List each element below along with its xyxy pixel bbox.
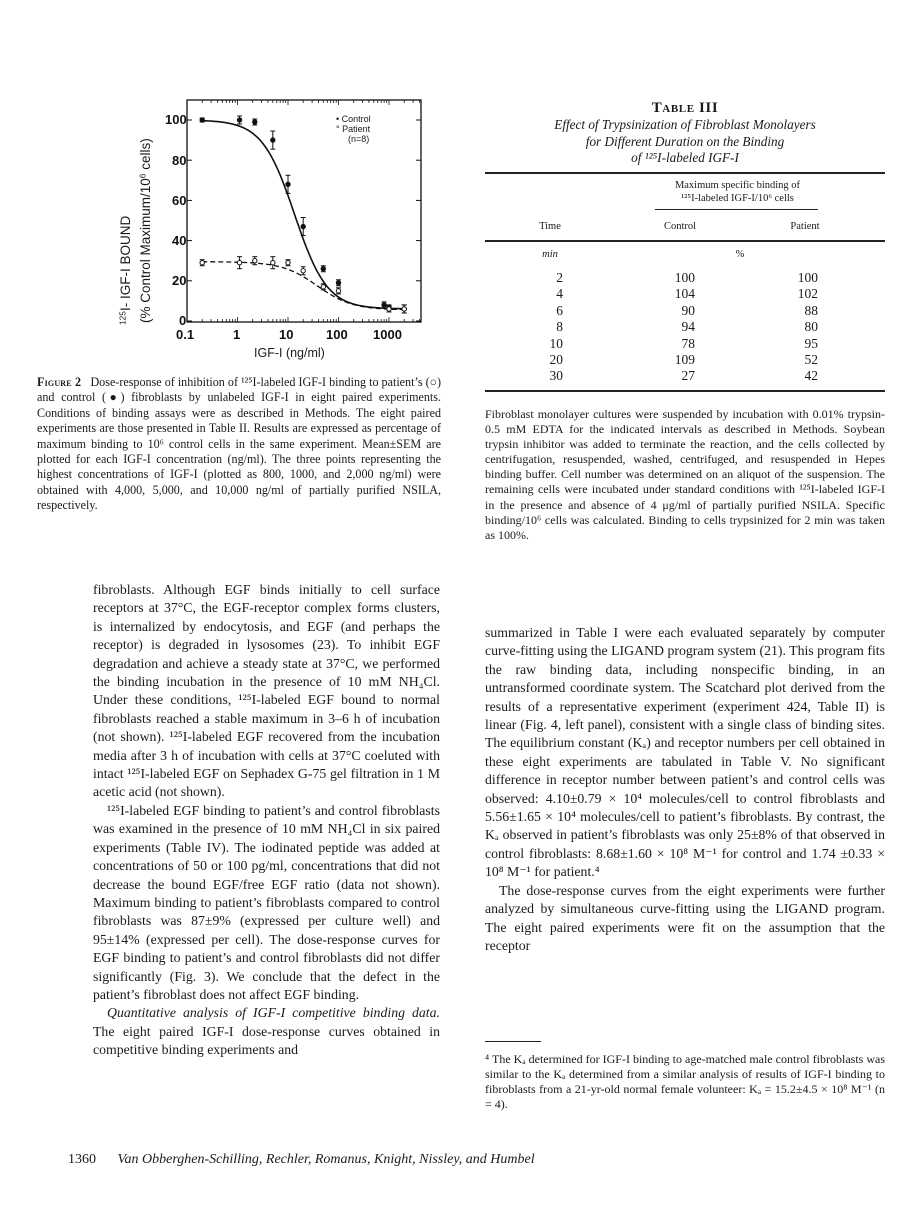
unit-binding: % (735, 249, 745, 260)
footnote-rule (485, 1041, 541, 1042)
cell-patient: 95 (804, 335, 818, 351)
y-tick-label: 40 (172, 233, 187, 248)
table-title-line: Effect of Trypsinization of Fibroblast Monolayers (554, 117, 816, 132)
control-data-point (321, 266, 326, 272)
table-title-line: of ¹²⁵I-labeled IGF-I (631, 150, 739, 165)
cell-patient: 88 (804, 302, 818, 318)
legend-control: • Control (336, 114, 371, 124)
control-data-point (336, 280, 341, 286)
patient-data-point (286, 260, 291, 266)
control-data-point (237, 116, 242, 124)
paragraph: summarized in Table I were each evaluated separately by computer curve-fitting using the LIGAND program system (21). This program fits the raw binding data, including nonspecific binding, in an untransformed coordinate system. The Scatchard plot derived from the results of a representative experiment (experiment 424, Table II) is linear (Fig. 4, left panel), consistent with a single class of binding sites. The equilibrium constant (Kₐ) and receptor numbers per cell obtained in these eight experiments are tabulated in Table V. No significant difference in receptor number between patient’s and control cells was observed: 4.10±0.79 × 10⁴ molecules/cell to control fibroblasts and 5.56±1.65 × 10⁴ molecules/cell to patient’s fibroblasts. By contrast, the Kₐ observed in patient’s fibroblasts was only 25±8% of that observed in control fibroblasts: 8.68±1.60 × 10⁸ M⁻¹ for control and 1.74 ±0.33 × 10⁸ M⁻¹ for patient.⁴ (485, 625, 885, 880)
cell-time: 20 (549, 352, 563, 367)
table-note: Fibroblast monolayer cultures were suspended by incubation with 0.01% trypsin-0.5 mM EDTA for the indicated intervals as described in Methods. Soybean trypsin inhibitor was added to terminate the reaction, and the cells collected by centrifugation, resuspended, washed, centrifuged, and resuspended in Hepes binding buffer. Cell number was determined on an aliquot of the suspension. The remaining cells were incubated under standard conditions with ¹²⁵I-labeled IGF-I in the presence and absence of 4 μg/ml of partially purified NSILA. Specific binding/10⁶ cells was calculated. Binding to cells trypsinized for 2 min was taken as 100%. (485, 407, 885, 542)
chart-legend (336, 114, 371, 144)
x-tick-label: 1000 (373, 327, 402, 342)
legend-n: (n=8) (348, 134, 370, 144)
body-column-right (485, 624, 885, 955)
legend-patient: ° Patient (336, 124, 371, 134)
patient-data-point (237, 257, 242, 269)
table-3 (485, 100, 885, 167)
table-bottom-rule (485, 390, 885, 392)
col-header-control: Control (663, 221, 697, 232)
figure-label: Figure 2 (37, 375, 82, 389)
y-tick-label: 100 (165, 112, 187, 127)
y-axis-label-line1: $^{125}$I- IGF-I BOUND (117, 215, 133, 325)
cell-patient: 80 (804, 319, 818, 335)
control-curve (202, 121, 403, 309)
x-tick-label: 0.1 (176, 327, 195, 342)
body-column-left (93, 581, 440, 1060)
footnote: ⁴ The Kₐ determined for IGF-I binding to age-matched male control fibroblasts was similar to the Kₐ determined from a similar analysis of results of IGF-I binding to fibroblasts from a 21-yr-old normal female volunteer: Kₐ = 15.2±4.5 × 10⁸ M⁻¹ (n = 4). (485, 1052, 885, 1111)
caption-text: Dose-response of inhibition of ¹²⁵I-labeled IGF-I binding to patient’s (○) and control (●) fibroblasts by unlabeled IGF-I in eight paired experiments. Conditions of binding assays were as described in Methods. The eight paired experiments are those presented in Table II. Results are expressed as percentage of maximum binding to 10⁶ control cells in the same experiment. Mean±SEM are plotted for each IGF-I concentration (ng/ml). The three points representing the highest concentrations of IGF-I (plotted as 800, 1000, and 2,000 ng/ml) were obtained with 4,000, 5,000, and 10,000 ng/ml of partially purified NSILA, respectively. (37, 375, 441, 513)
cell-control: 104 (674, 286, 695, 302)
figure-caption (37, 375, 441, 514)
header-rule (485, 240, 885, 242)
cell-time: 2 (556, 270, 563, 285)
x-tick-label: 100 (326, 327, 348, 342)
cell-time: 8 (556, 319, 563, 335)
section-heading: Quantitative analysis of IGF-I competitive binding data. (107, 1005, 440, 1021)
y-tick-label: 60 (172, 193, 187, 208)
patient-data-point (336, 288, 341, 294)
cell-patient: 102 (797, 286, 818, 302)
page-number: 1360 (68, 1152, 96, 1167)
cell-control: 78 (681, 335, 695, 351)
plot-frame (187, 100, 421, 322)
spanner-line: ¹²⁵I-labeled IGF-I/10⁶ cells (681, 193, 794, 204)
figure-2 (100, 90, 440, 365)
patient-data-point (200, 260, 205, 266)
cell-control: 109 (674, 352, 695, 367)
unit-time: min (542, 249, 558, 260)
x-tick-label: 10 (279, 327, 294, 342)
y-tick-label: 20 (172, 273, 187, 288)
table-number: Table III (651, 100, 719, 116)
col-header-patient: Patient (790, 221, 820, 232)
cell-patient: 100 (797, 270, 818, 285)
cell-patient: 42 (804, 368, 818, 384)
table-title-line: for Different Duration on the Binding (585, 133, 785, 149)
table-top-rule (485, 172, 885, 174)
control-data-point (270, 131, 275, 149)
control-data-point (382, 302, 387, 308)
y-tick-label: 80 (172, 153, 187, 168)
running-authors: Van Obberghen-Schilling, Rechler, Romanus, Knight, Nissley, and Humbel (117, 1152, 535, 1167)
control-data-point (252, 119, 257, 125)
col-header-time: Time (539, 221, 561, 232)
x-axis-label: IGF-I (ng/ml) (254, 346, 325, 360)
cell-control: 100 (674, 270, 695, 285)
cell-patient: 52 (804, 352, 818, 367)
cell-time: 10 (549, 335, 563, 351)
y-tick-label: 0 (179, 313, 187, 328)
cell-control: 94 (681, 319, 695, 335)
y-axis-label-line2: (% Control Maximum/$10^6$ cells) (137, 138, 153, 323)
spanner-line: Maximum specific binding of (674, 180, 801, 191)
cell-control: 90 (681, 302, 695, 318)
table-spanner-header (650, 179, 825, 205)
x-tick-label: 1 (233, 327, 241, 342)
cell-time: 4 (556, 286, 563, 302)
paragraph: ¹²⁵I-labeled EGF binding to patient’s and control fibroblasts was examined in the presence of 10 mM NH₄Cl in six paired experiments (Table IV). The iodinated peptide was added at concentrations of 50 or 100 pg/ml, concentrations that did not decrease the bound EGF/free EGF ratio (data not shown). Maximum binding to patient’s fibroblasts compared to control fibroblasts was 87±9% (expressed per culture well) and 95±14% (expressed per cell). The dose-response curves for EGF binding to patient’s and control fibroblasts did not differ significantly (Fig. 3). We conclude that the defect in the patient’s fibroblast does not affect EGF binding. (93, 802, 440, 1002)
patient-data-point (270, 257, 275, 269)
cell-time: 6 (556, 302, 563, 318)
control-data-point (200, 118, 205, 122)
cell-control: 27 (681, 368, 695, 384)
paragraph-text: The eight paired IGF-I dose-response curves obtained in competitive binding experiments and (93, 1023, 440, 1058)
page-footer (68, 1152, 535, 1168)
paragraph (93, 1004, 440, 1059)
paragraph: The dose-response curves from the eight experiments were further analyzed by simultaneous curve-fitting using the LIGAND program. The eight paired experiments were fit on the assumption that the receptor (485, 882, 885, 953)
spanner-rule (655, 209, 818, 210)
patient-data-point (301, 267, 306, 275)
cell-time: 30 (549, 368, 563, 384)
paragraph: fibroblasts. Although EGF binds initially to cell surface receptors at 37°C, the EGF-receptor complex forms clusters, is internalized by endocytosis, and EGF (and perhaps the receptor) is degraded in lysosomes (23). To inhibit EGF degradation and achieve a steady state at 37°C, we performed the binding incubation in the presence of 10 mM NH₄Cl. Under these conditions, ¹²⁵I-labeled EGF bound to normal fibroblasts reached a stable maximum in 3–6 h of incubation (not shown). ¹²⁵I-labeled EGF recovered from the incubation media after 3 h of incubation with cells at 37°C coeluted with intact ¹²⁵I-labeled EGF on Sephadex G-75 gel filtration in 1 M acetic acid (not shown). (93, 582, 440, 800)
patient-data-point (402, 305, 407, 313)
